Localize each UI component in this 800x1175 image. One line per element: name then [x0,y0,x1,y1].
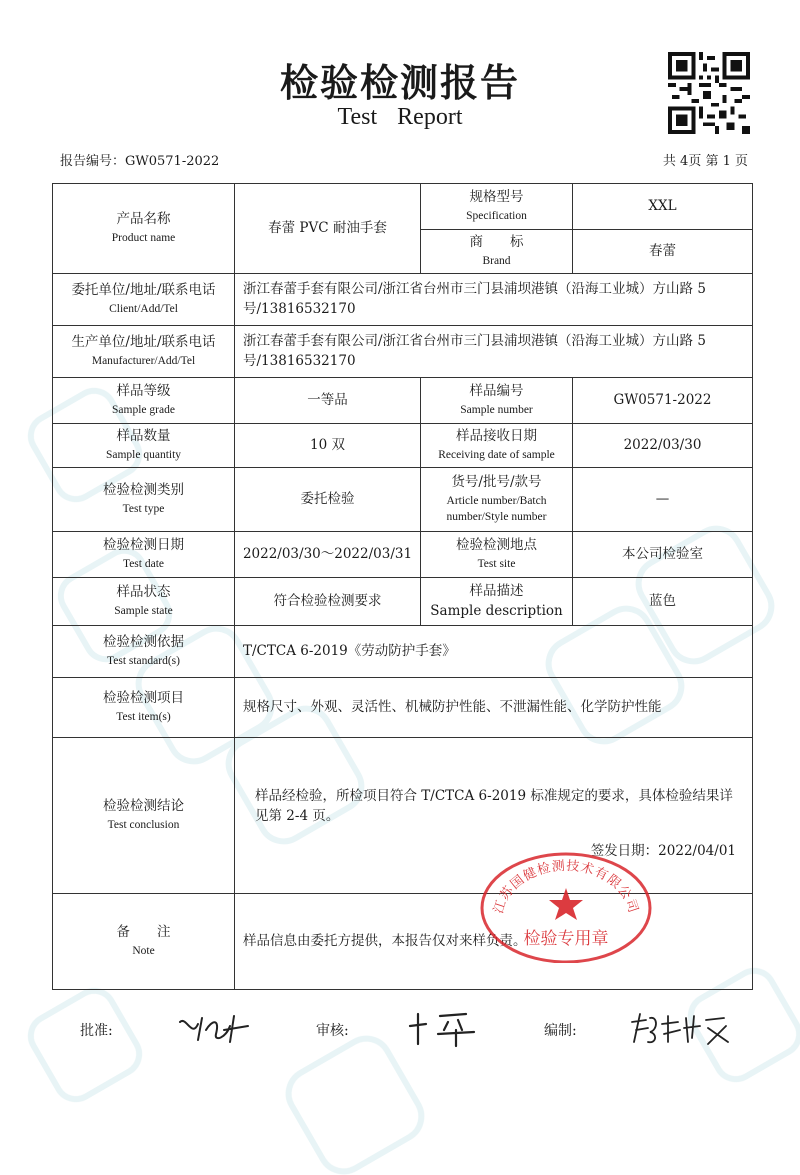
article-number-value: — [573,468,753,532]
test-site-value: 本公司检验室 [573,532,753,578]
table-row [53,626,753,678]
manufacturer-value: 浙江春蕾手套有限公司/浙江省台州市三门县浦坝港镇（沿海工业城）方山路 5 号/13816532170 [235,326,753,378]
test-conclusion-label: 检验检测结论 Test conclusion [53,738,235,894]
sample-state-value: 符合检验检测要求 [235,578,421,626]
report-title-cn: 检验检测报告 [279,60,520,105]
table-row [53,274,753,326]
brand-label: 商 标 Brand [421,230,573,274]
approver-label: 批准: [80,1023,113,1039]
manufacturer-label: 生产单位/地址/联系电话 Manufacturer/Add/Tel [53,326,235,378]
sample-grade-value: 一等品 [235,378,421,424]
note-value: 样品信息由委托方提供，本报告仅对来样负责。 [235,894,753,990]
approver-signature [176,1008,266,1048]
inspection-seal-stamp [478,848,654,963]
client-value: 浙江春蕾手套有限公司/浙江省台州市三门县浦坝港镇（沿海工业城）方山路 5 号/13816532170 [235,274,753,326]
reviewer-signature [404,1008,494,1048]
product-name-label: 产品名称 Product name [53,184,235,274]
compiler-signature [628,1008,738,1048]
seal-org-text: 江苏国健检测技术有限公司 [491,858,641,916]
test-standard-value: T/CTCA 6-2019《劳动防护手套》 [235,626,753,678]
sample-description-label: 样品描述 Sample description [421,578,573,626]
client-label: 委托单位/地址/联系电话 Client/Add/Tel [53,274,235,326]
compiler-label: 编制: [544,1023,577,1039]
table-row [53,326,753,378]
report-number: 报告编号：GW0571-2022 [60,154,220,169]
seal-title-text: 检验专用章 [523,929,609,949]
sample-description-value: 蓝色 [573,578,753,626]
test-standard-label: 检验检测依据 Test standard(s) [53,626,235,678]
page-info: 共 4页 第 1 页 [662,154,748,169]
test-items-label: 检验检测项目 Test item(s) [53,678,235,738]
sample-grade-label: 样品等级 Sample grade [53,378,235,424]
sample-quantity-value: 10 双 [235,424,421,468]
receiving-date-label: 样品接收日期 Receiving date of sample [421,424,573,468]
table-row [53,468,753,532]
table-row [53,378,753,424]
sample-number-label: 样品编号 Sample number [421,378,573,424]
receiving-date-value: 2022/03/30 [573,424,753,468]
specification-label: 规格型号 Specification [421,184,573,230]
article-number-label: 货号/批号/款号 Article number/Batch number/Style number [421,468,573,532]
table-row [53,578,753,626]
test-items-value: 规格尺寸、外观、灵活性、机械防护性能、不泄漏性能、化学防护性能 [235,678,753,738]
reviewer-label: 审核: [316,1023,349,1039]
conclusion-text: 样品经检验，所检项目符合 T/CTCA 6-2019 标准规定的要求，具体检验结果详见第 2-4 页。 [255,788,733,824]
table-row [53,678,753,738]
report-title-en: Test Report [337,104,463,130]
brand-value: 春蕾 [573,230,753,274]
table-row [53,184,753,230]
sample-quantity-label: 样品数量 Sample quantity [53,424,235,468]
issue-date: 签发日期：2022/04/01 [590,843,736,860]
specification-value: XXL [573,184,753,230]
test-date-label: 检验检测日期 Test date [53,532,235,578]
test-date-value: 2022/03/30～2022/03/31 [235,532,421,578]
product-name-value: 春蕾 PVC 耐油手套 [235,184,421,274]
table-row [53,424,753,468]
test-site-label: 检验检测地点 Test site [421,532,573,578]
qr-code[interactable] [668,52,750,134]
test-type-label: 检验检测类别 Test type [53,468,235,532]
table-row [53,532,753,578]
note-label: 备 注 Note [53,894,235,990]
test-type-value: 委托检验 [235,468,421,532]
sample-state-label: 样品状态 Sample state [53,578,235,626]
sample-number-value: GW0571-2022 [573,378,753,424]
